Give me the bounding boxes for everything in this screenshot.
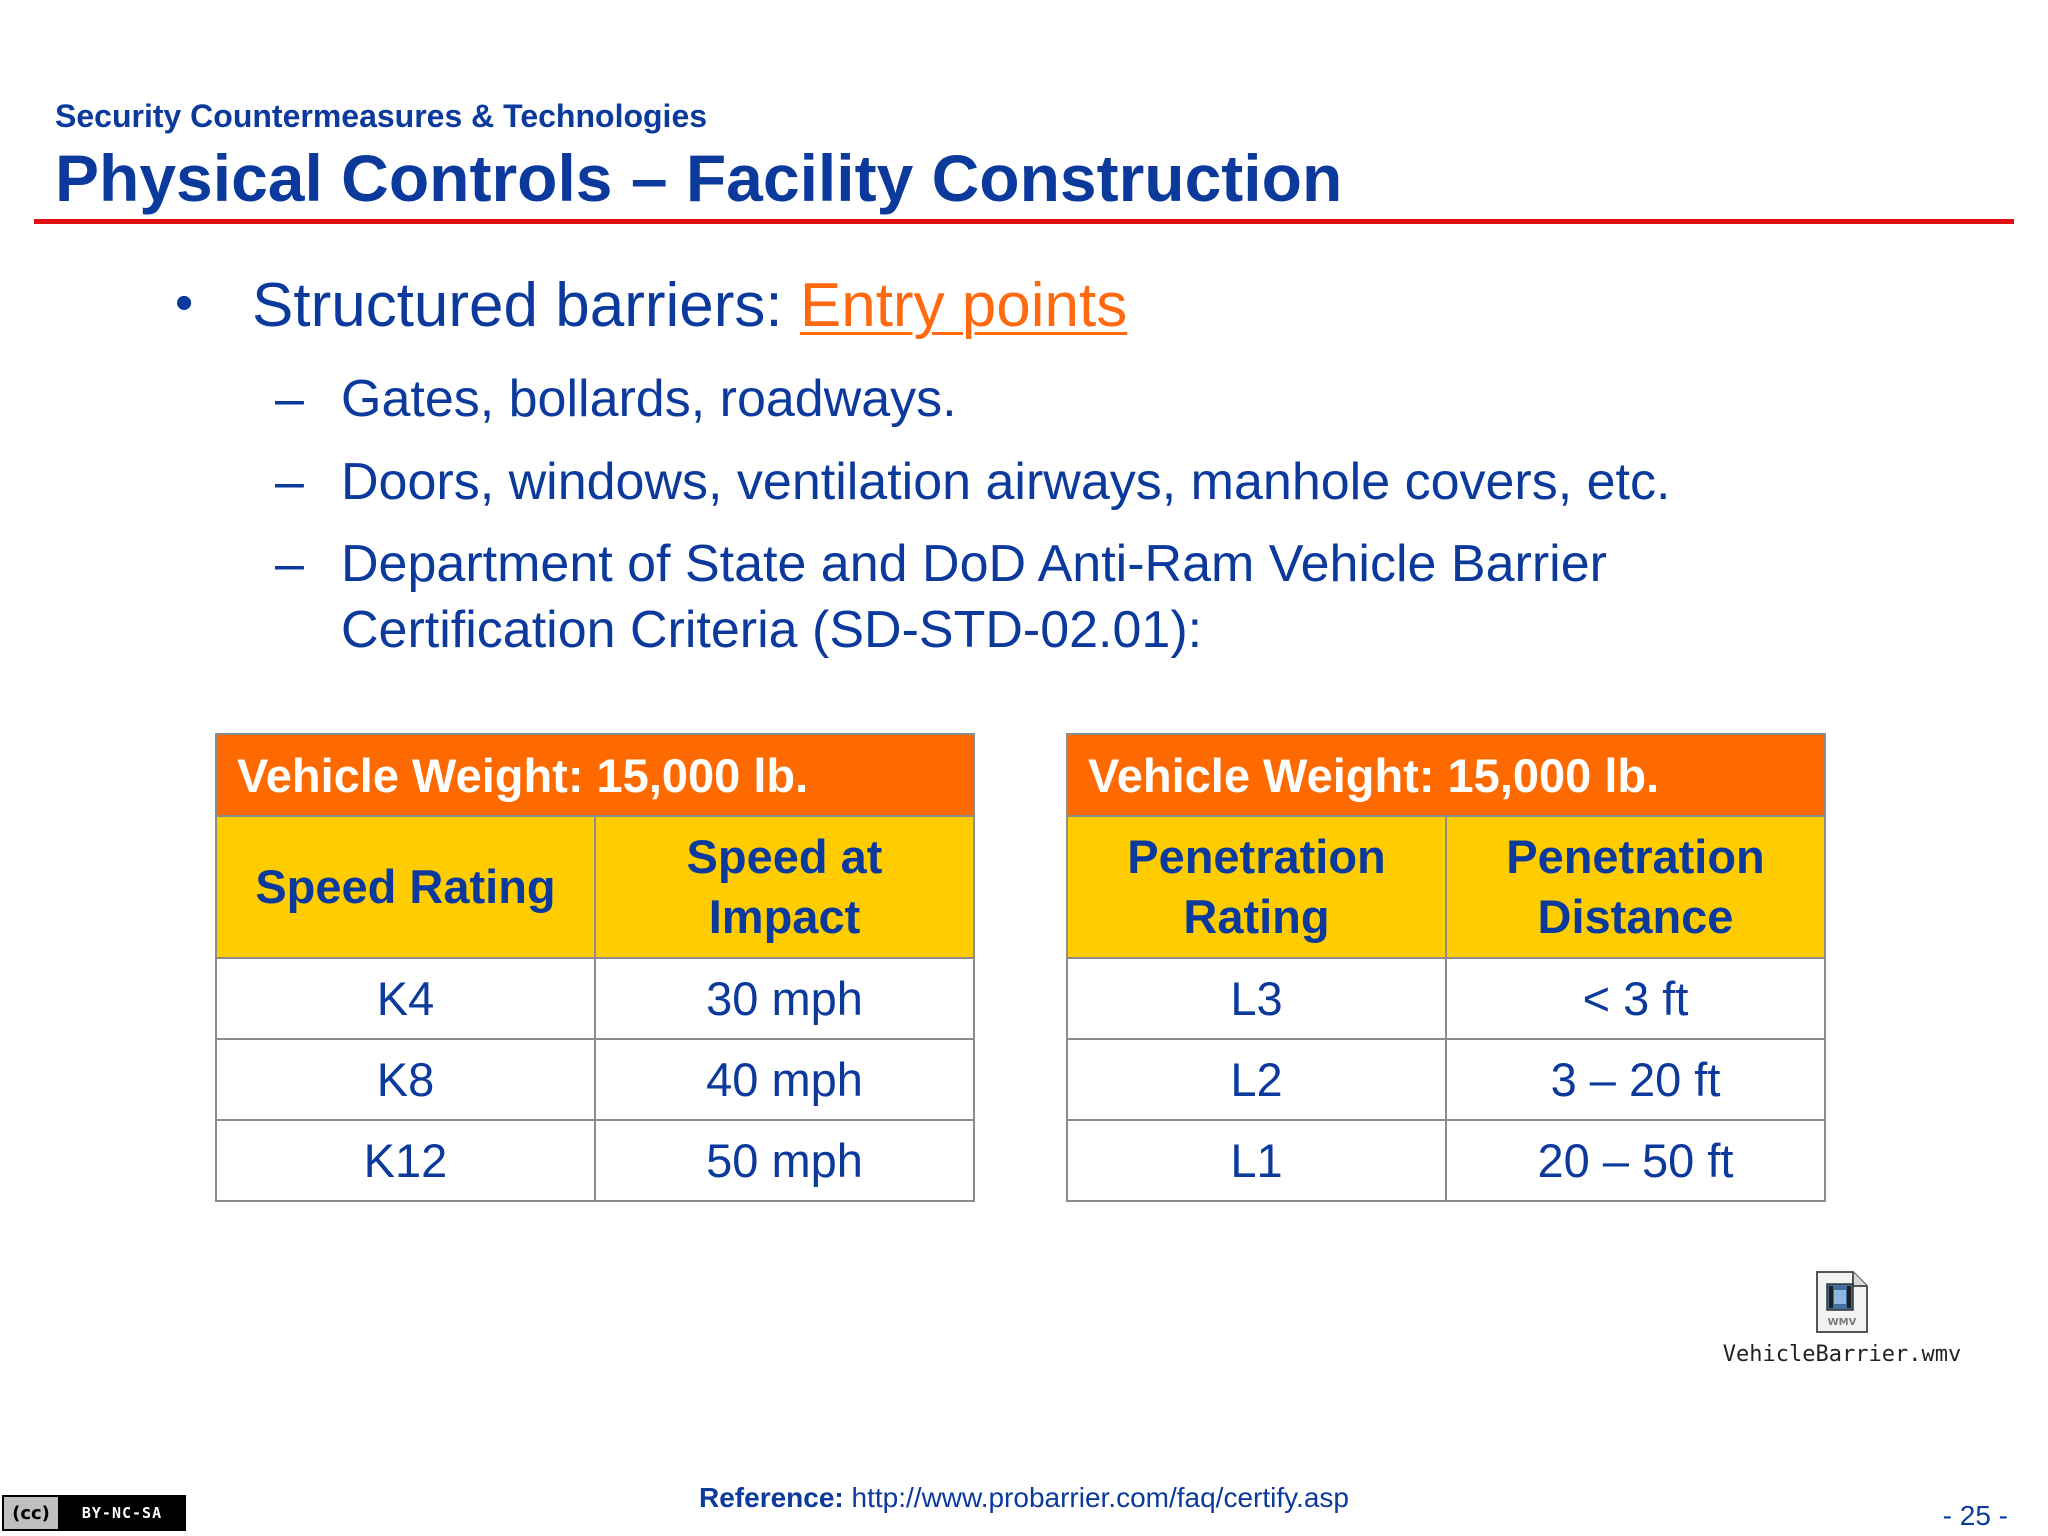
table-row [1067,1120,1825,1201]
table-caption: Vehicle Weight: 15,000 lb. [1067,734,1825,816]
table-row [216,1120,974,1201]
speed-rating-table [215,733,975,1202]
table-cell: K12 [216,1120,595,1201]
table-row [216,958,974,1039]
table-caption: Vehicle Weight: 15,000 lb. [216,734,974,816]
sub-bullet-dash: – [275,535,304,593]
sub-bullet-dash: – [275,370,304,428]
column-header-penetration-distance [1446,816,1825,958]
bullet-text: Structured barriers: [252,271,800,340]
header-line: Penetration [1506,830,1765,883]
video-file-icon[interactable] [1813,1270,1871,1334]
sub-bullet-doors [275,449,1670,515]
header-line: Distance [1537,890,1734,943]
main-bullet [175,272,1127,340]
slide-title: Physical Controls – Facility Construction [55,141,1343,215]
table-cell: K4 [216,958,595,1039]
header-line: Impact [708,890,861,943]
table-cell: L2 [1067,1039,1446,1120]
header-line: Rating [1183,890,1330,943]
table-cell: K8 [216,1039,595,1120]
table-cell: 30 mph [595,958,974,1039]
sub-bullet-dash: – [275,453,304,511]
sub-bullet-gates [275,366,957,432]
creative-commons-badge [2,1495,186,1531]
sub-bullet-text-line1: Department of State and DoD Anti-Ram Vehicle Barrier [341,535,1607,593]
table-cell: L3 [1067,958,1446,1039]
table-cell: 40 mph [595,1039,974,1120]
page-number: - 25 - [1942,1500,2008,1531]
sub-bullet-text: Gates, bollards, roadways. [341,370,957,428]
section-kicker: Security Countermeasures & Technologies [55,98,708,134]
sub-bullet-text: Doors, windows, ventilation airways, manhole covers, etc. [341,453,1671,511]
column-header-speed-rating [216,816,595,958]
reference-label: Reference: [699,1482,844,1513]
table-row [216,1039,974,1120]
table-cell: < 3 ft [1446,958,1825,1039]
bullet-marker: • [175,274,194,332]
license-terms: BY-NC-SA [81,1504,163,1522]
table-cell: L1 [1067,1120,1446,1201]
video-filename[interactable]: VehicleBarrier.wmv [1722,1342,1962,1367]
table-cell: 3 – 20 ft [1446,1039,1825,1120]
header-line: Penetration [1127,830,1386,883]
sub-bullet-certification [275,531,1607,663]
title-rule-divider [34,219,2014,224]
file-type-label: WMV [1827,1317,1857,1328]
table-cell: 50 mph [595,1120,974,1201]
column-header-penetration-rating [1067,816,1446,958]
table-row [1067,958,1825,1039]
entry-points-link[interactable]: Entry points [799,271,1128,340]
embedded-video[interactable] [1712,1270,1972,1367]
header-line: Speed at [686,830,883,883]
table-row [1067,1039,1825,1120]
sub-bullet-text-line2: Certification Criteria (SD-STD-02.01): [341,601,1203,659]
cc-icon: (cc) [4,1497,60,1529]
table-cell: 20 – 50 ft [1446,1120,1825,1201]
column-header-speed-at-impact [595,816,974,958]
header-line: Speed Rating [255,860,556,913]
reference-note [0,1482,2048,1514]
reference-url[interactable]: http://www.probarrier.com/faq/certify.asp [851,1482,1349,1513]
penetration-rating-table [1066,733,1826,1202]
